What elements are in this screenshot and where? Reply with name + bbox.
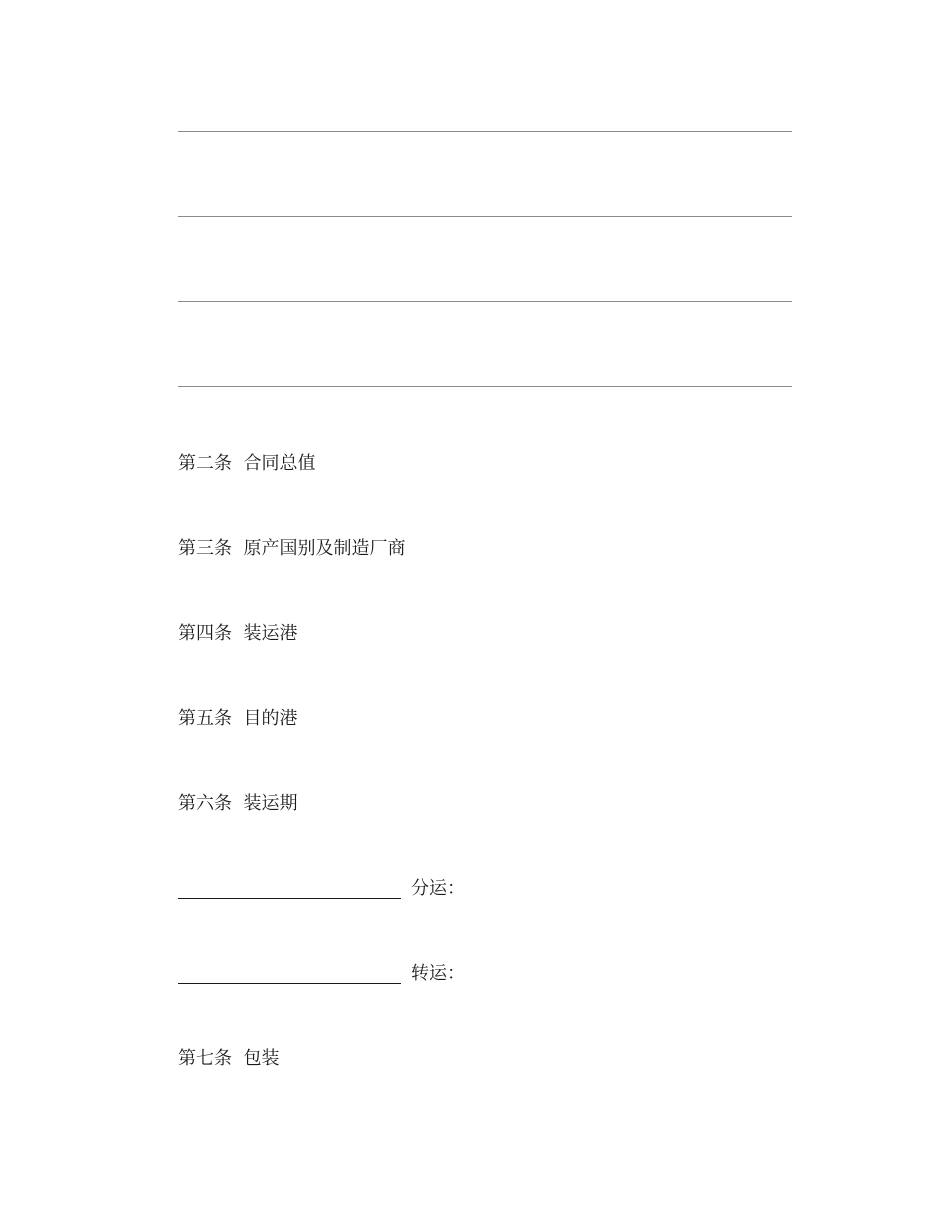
blank-line-3: [178, 301, 792, 302]
partial-shipment-blank: [178, 898, 401, 899]
article-2: [178, 453, 315, 475]
article-number: 第四条: [178, 623, 232, 644]
article-4: [178, 623, 297, 645]
article-title: 合同总值: [243, 453, 316, 474]
transshipment-label: 转运：: [411, 963, 465, 984]
blank-line-1: [178, 131, 792, 132]
article-number: 第五条: [178, 708, 232, 729]
article-7: [178, 1048, 279, 1070]
article-title: 装运港: [243, 623, 298, 644]
partial-shipment-label: 分运：: [411, 878, 465, 899]
article-3: [178, 538, 405, 560]
blank-line-4: [178, 386, 792, 387]
article-title: 目的港: [243, 708, 298, 729]
transshipment-blank: [178, 983, 401, 984]
blank-line-2: [178, 216, 792, 217]
article-number: 第六条: [178, 793, 232, 814]
article-number: 第三条: [178, 538, 232, 559]
article-title: 装运期: [243, 793, 298, 814]
article-number: 第二条: [178, 453, 232, 474]
article-6: [178, 793, 297, 815]
article-title: 原产国别及制造厂商: [243, 538, 406, 559]
article-5: [178, 708, 297, 730]
article-number: 第七条: [178, 1048, 232, 1069]
article-title: 包装: [243, 1048, 280, 1069]
